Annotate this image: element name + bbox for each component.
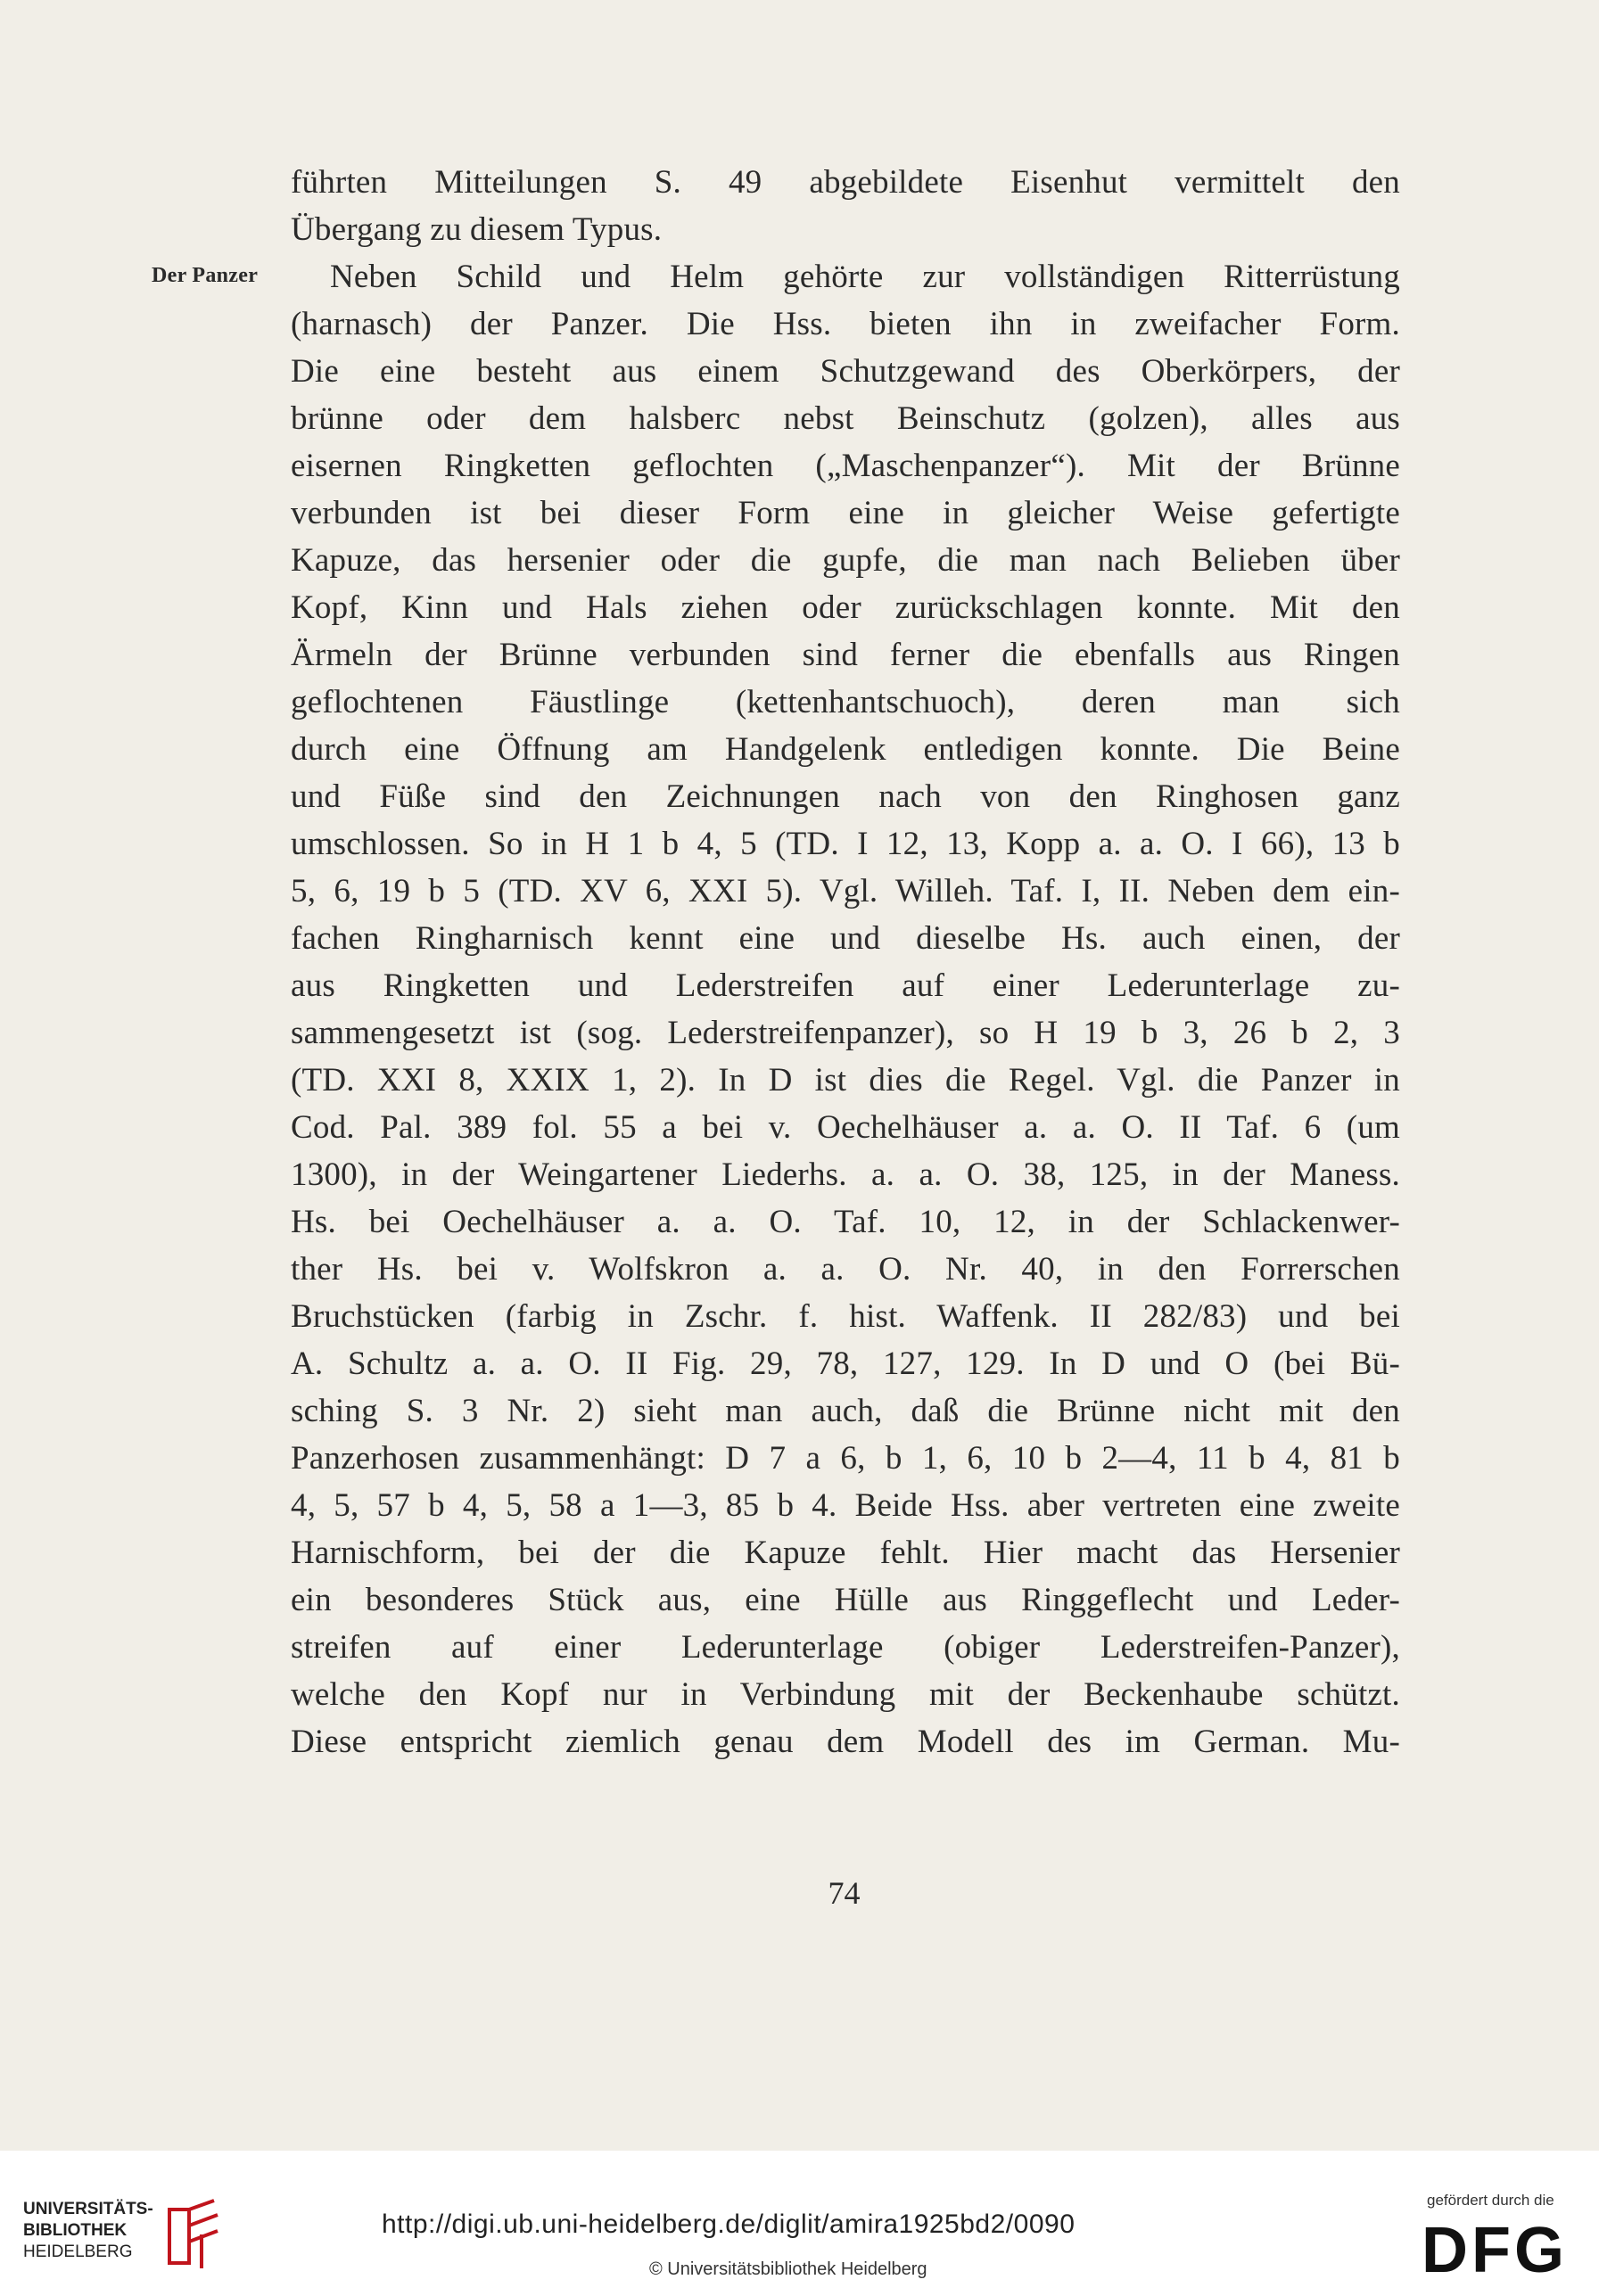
text-line: und Füße sind den Zeichnungen nach von den Ringhosen ganz xyxy=(291,778,1400,815)
text-line: umschlossen. So in H 1 b 4, 5 (TD. I 12, 13, Kopp a. a. O. I 66), 13 b xyxy=(291,826,1400,862)
text-line: Ärmeln der Brünne verbunden sind ferner die ebenfalls aus Ringen xyxy=(291,637,1400,673)
text-line: Die eine besteht aus einem Schutzgewand des Oberkörpers, der xyxy=(291,353,1400,390)
text-line: ther Hs. bei v. Wolfskron a. a. O. Nr. 40, in den Forrerschen xyxy=(291,1251,1400,1288)
text-line: durch eine Öffnung am Handgelenk entledigen konnte. Die Beine xyxy=(291,731,1400,768)
library-logo[interactable] xyxy=(23,2199,230,2270)
text-line: Hs. bei Oechelhäuser a. a. O. Taf. 10, 12, in der Schlackenwer- xyxy=(291,1204,1400,1240)
text-line: sammengesetzt ist (sog. Lederstreifenpanzer), so H 19 b 3, 26 b 2, 3 xyxy=(291,1015,1400,1051)
copyright-notice: © Universitätsbibliothek Heidelberg xyxy=(649,2259,927,2279)
text-line: brünne oder dem halsberc nebst Beinschutz (golzen), alles aus xyxy=(291,400,1400,437)
library-line: UNIVERSITÄTS- xyxy=(23,2200,153,2218)
text-line: welche den Kopf nur in Verbindung mit der Beckenhaube schützt. xyxy=(291,1676,1400,1713)
text-line: 1300), in der Weingartener Liederhs. a. a. O. 38, 125, in der Maness. xyxy=(291,1156,1400,1193)
text-line: A. Schultz a. a. O. II Fig. 29, 78, 127, 129. In D und O (bei Bü- xyxy=(291,1346,1400,1382)
dfg-logo[interactable]: DFG xyxy=(1422,2215,1568,2286)
page-number: 74 xyxy=(828,1875,861,1911)
text-line: Diese entspricht ziemlich genau dem Modell des im German. Mu- xyxy=(291,1724,1400,1760)
text-line: Panzerhosen zusammenhängt: D 7 a 6, b 1, 6, 10 b 2—4, 11 b 4, 81 b xyxy=(291,1440,1400,1477)
margin-note: Der Panzer xyxy=(152,264,259,287)
text-line: Neben Schild und Helm gehörte zur vollständigen Ritterrüstung xyxy=(330,259,1400,295)
text-line: fachen Ringharnisch kennt eine und dieselbe Hs. auch einen, der xyxy=(291,920,1400,957)
text-line: 4, 5, 57 b 4, 5, 58 a 1—3, 85 b 4. Beide Hss. aber vertreten eine zweite xyxy=(291,1487,1400,1524)
text-line: ein besonderes Stück aus, eine Hülle aus Ringgeflecht und Leder- xyxy=(291,1582,1400,1618)
permalink-url[interactable]: http://digi.ub.uni-heidelberg.de/diglit/amira1925bd2/0090 xyxy=(382,2210,1076,2239)
text-line: streifen auf einer Lederunterlage (obiger Lederstreifen-Panzer), xyxy=(291,1629,1400,1666)
text-line: geflochtenen Fäustlinge (kettenhantschuoch), deren man sich xyxy=(291,684,1400,720)
text-line: Kopf, Kinn und Hals ziehen oder zurückschlagen konnte. Mit den xyxy=(291,589,1400,626)
text-line: sching S. 3 Nr. 2) sieht man auch, daß die Brünne nicht mit den xyxy=(291,1393,1400,1429)
text-line: (harnasch) der Panzer. Die Hss. bieten ihn in zweifacher Form. xyxy=(291,306,1400,342)
text-line: eisernen Ringketten geflochten („Maschenpanzer“). Mit der Brünne xyxy=(291,448,1400,484)
text-line: verbunden ist bei dieser Form eine in gleicher Weise gefertigte xyxy=(291,495,1400,531)
text-line: führten Mitteilungen S. 49 abgebildete Eisenhut vermittelt den xyxy=(291,164,1400,201)
text-line: Bruchstücken (farbig in Zschr. f. hist. Waffenk. II 282/83) und bei xyxy=(291,1298,1400,1335)
text-line: 5, 6, 19 b 5 (TD. XV 6, XXI 5). Vgl. Willeh. Taf. I, II. Neben dem ein- xyxy=(291,873,1400,909)
footer-bar xyxy=(0,2151,1599,2296)
library-line: BIBLIOTHEK xyxy=(23,2221,128,2240)
funding-label: gefördert durch die xyxy=(1427,2192,1554,2209)
text-line: Harnischform, bei der die Kapuze fehlt. Hier macht das Hersenier xyxy=(291,1535,1400,1571)
text-line: Kapuze, das hersenier oder die gupfe, die man nach Belieben über xyxy=(291,542,1400,579)
library-line: HEIDELBERG xyxy=(23,2243,133,2261)
text-line: Cod. Pal. 389 fol. 55 a bei v. Oechelhäuser a. a. O. II Taf. 6 (um xyxy=(291,1109,1400,1146)
text-line: aus Ringketten und Lederstreifen auf einer Lederunterlage zu- xyxy=(291,967,1400,1004)
library-name xyxy=(23,2199,153,2263)
text-line: Übergang zu diesem Typus. xyxy=(291,211,663,248)
library-emblem-icon xyxy=(162,2199,225,2270)
text-line: (TD. XXI 8, XXIX 1, 2). In D ist dies die Regel. Vgl. die Panzer in xyxy=(291,1062,1400,1099)
